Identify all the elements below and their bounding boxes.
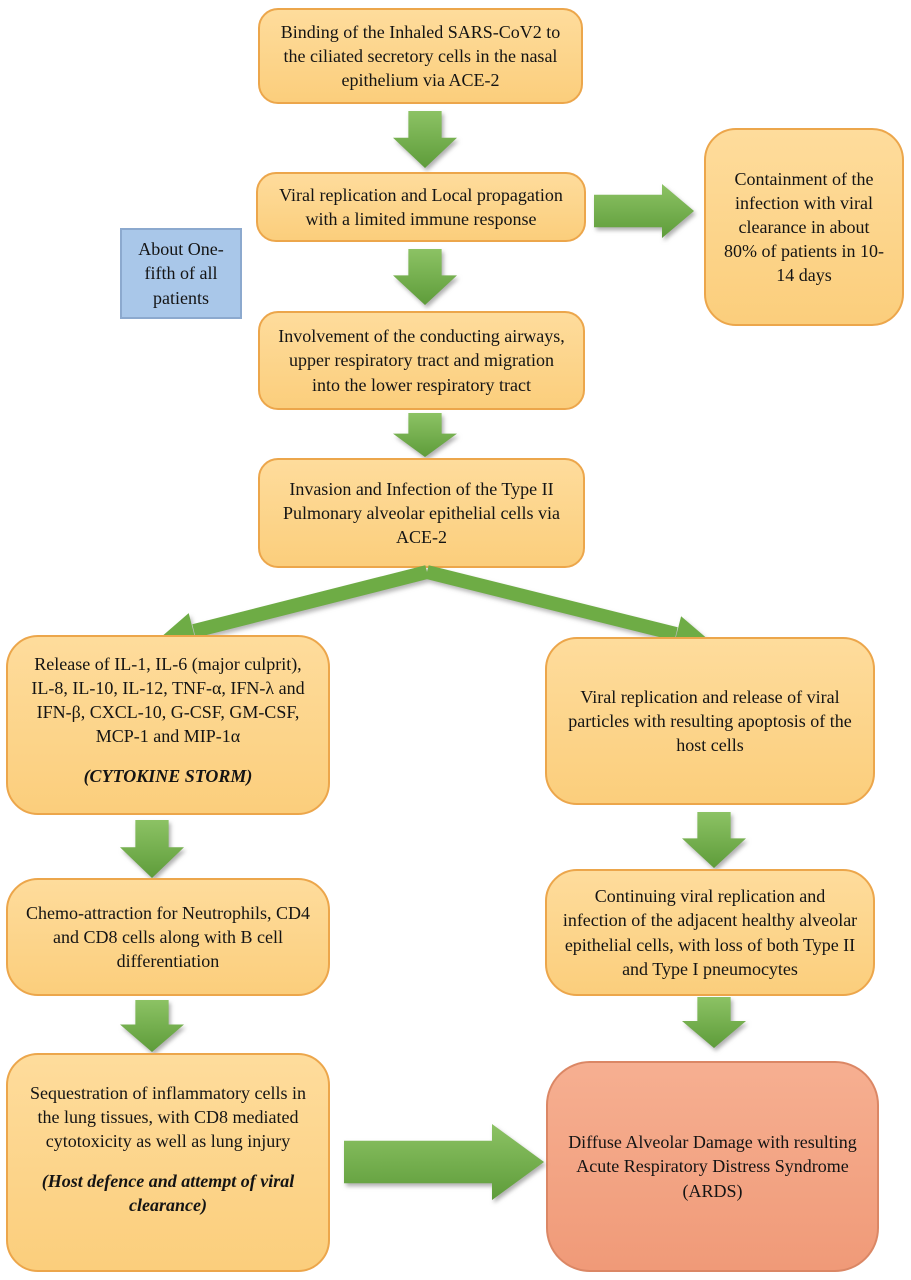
node-chemo-attraction	[6, 878, 330, 996]
node-continuing-replication	[545, 869, 875, 996]
node-containment	[704, 128, 904, 326]
node-involvement-text: Involvement of the conducting airways, upper respiratory tract and migration into the lower respiratory tract	[278, 326, 565, 395]
down-arrow-icon	[393, 249, 457, 305]
node-binding-text: Binding of the Inhaled SARS-CoV2 to the ciliated secretory cells in the nasal epithelium via ACE-2	[280, 21, 561, 91]
node-invasion	[258, 458, 585, 568]
note-one-fifth-of-patients	[120, 228, 242, 319]
down-arrow-icon	[682, 812, 746, 868]
node-cytokine-release-text: Release of IL-1, IL-6 (major culprit), IL-8, IL-10, IL-12, TNF-α, IFN-λ and IFN-β, CXCL-10, G-CSF, GM-CSF, MCP-1 and MIP-1α	[31, 653, 305, 747]
right-arrow-icon	[594, 184, 694, 238]
node-invasion-text: Invasion and Infection of the Type II Pulmonary alveolar epithelial cells via ACE-2	[283, 478, 560, 548]
arrow-down-replication-to-involvement-icon	[393, 249, 457, 305]
node-viral-release-text: Viral replication and release of viral particles with resulting apoptosis of the host cells	[568, 686, 852, 756]
node-binding	[258, 8, 583, 104]
host-defence-label: (Host defence and attempt of viral clearance)	[41, 1171, 295, 1216]
node-sequestration	[6, 1053, 330, 1272]
down-arrow-icon	[682, 997, 746, 1048]
node-ards	[546, 1061, 879, 1272]
arrow-down-cytokines-to-chemoattraction-icon	[120, 820, 184, 878]
arrow-down-binding-to-replication-icon	[393, 111, 457, 168]
down-arrow-icon	[120, 820, 184, 878]
node-cytokine-release	[6, 635, 330, 815]
node-replication-text: Viral replication and Local propagation with a limited immune response	[279, 184, 563, 229]
node-chemo-attraction-text: Chemo-attraction for Neutrophils, CD4 and CD8 cells along with B cell differentiation	[26, 902, 310, 972]
node-involvement	[258, 311, 585, 410]
arrow-down-viralrelease-to-continuing-icon	[682, 812, 746, 868]
note-one-fifth-text: About One-fifth of all patients	[138, 239, 224, 308]
down-arrow-icon	[120, 1000, 184, 1052]
arrow-right-replication-to-containment-icon	[594, 184, 694, 238]
arrow-down-chemoattraction-to-sequestration-icon	[120, 1000, 184, 1052]
arrow-down-continuing-to-ards-icon	[682, 997, 746, 1048]
node-containment-text: Containment of the infection with viral clearance in about 80% of patients in 10-14 days	[724, 168, 884, 286]
node-continuing-replication-text: Continuing viral replication and infection of the adjacent healthy alveolar epithelial cells, with loss of both Type II and Type I pneumocytes	[562, 886, 858, 979]
arrow-down-involvement-to-invasion-icon	[393, 413, 457, 457]
node-sequestration-text: Sequestration of inflammatory cells in the lung tissues, with CD8 mediated cytotoxicity as well as lung injury	[30, 1083, 306, 1152]
node-viral-release	[545, 637, 875, 805]
cytokine-storm-label: (CYTOKINE STORM)	[83, 766, 253, 787]
down-arrow-icon	[393, 111, 457, 168]
arrow-right-sequestration-to-ards-icon	[344, 1124, 544, 1200]
right-arrow-icon	[344, 1124, 544, 1200]
node-replication	[256, 172, 586, 242]
node-ards-text: Diffuse Alveolar Damage with resulting Acute Respiratory Distress Syndrome (ARDS)	[568, 1132, 857, 1201]
down-arrow-icon	[393, 413, 457, 457]
